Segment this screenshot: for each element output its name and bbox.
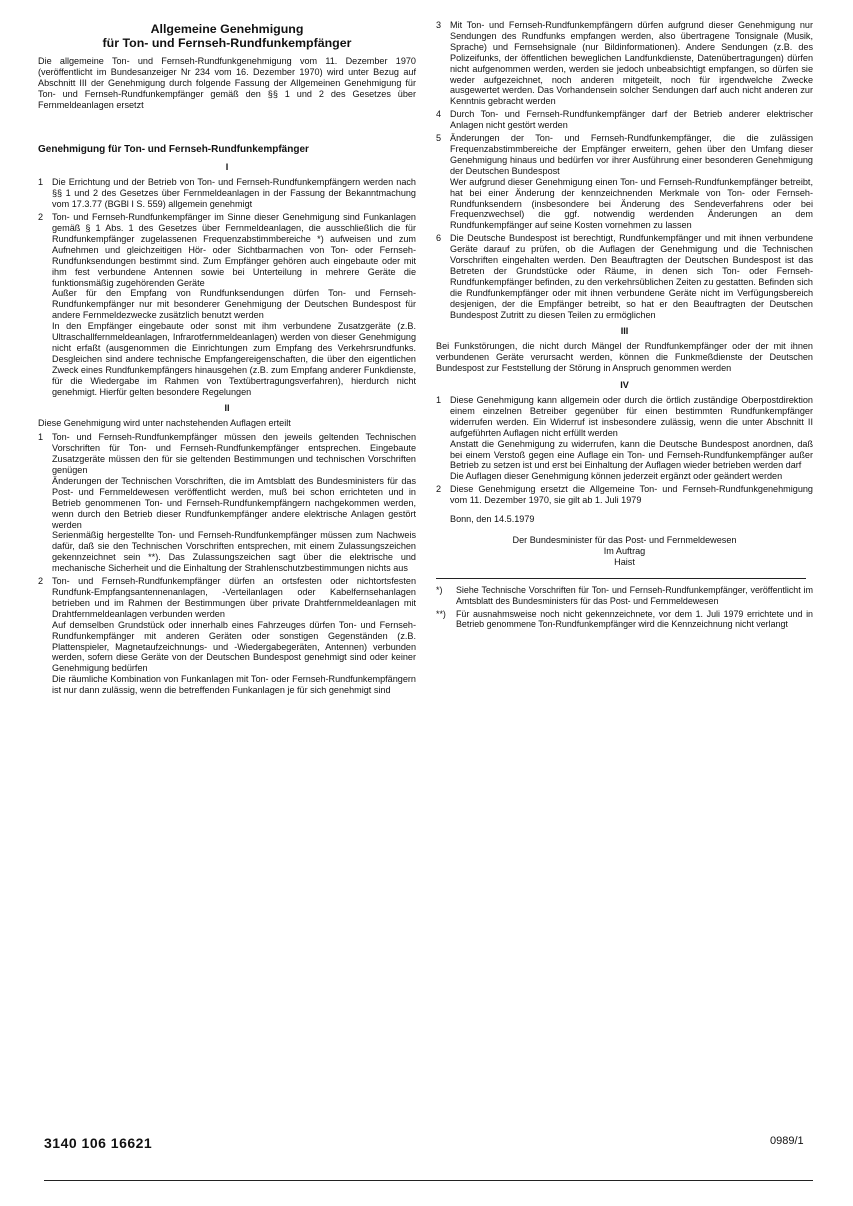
section-2-item-4: [436, 109, 813, 131]
section-3-text: Bei Funkstörungen, die nicht durch Mängel der Rundfunkempfänger oder der mit ihnen verbundenen Geräte verursacht werden, können die Funkmeßdienste der Deutschen Bundespost zur Feststellung der Störung in Anspruch genommen werden: [436, 341, 813, 374]
right-column: [436, 20, 813, 632]
footnote-mark: **): [436, 608, 446, 619]
item-paragraph: Diese Genehmigung kann allgemein oder durch die örtlich zuständige Oberpostdirektion einem einzelnen Betreiber gegenüber für einen bestimmten Rundfunkempfänger widerrufen werden. Ein Widerruf ist insbesondere zulässig, wenn die unter Abschnitt II aufgeführten Auflagen nicht erfüllt werden: [450, 395, 813, 438]
signature-line-1: Der Bundesminister für das Post- und Fernmeldewesen: [512, 534, 737, 545]
section-2-lead: Diese Genehmigung wird unter nachstehenden Auflagen erteilt: [38, 418, 291, 429]
place-date: Bonn, den 14.5.1979: [450, 514, 535, 525]
item-number: 2: [38, 576, 44, 587]
section-3-numeral: III: [620, 326, 629, 337]
item-number: 2: [436, 484, 442, 495]
section-1-numeral: I: [225, 162, 229, 173]
section-1-item-2: [38, 212, 416, 397]
title-line-1: Allgemeine Genehmigung: [150, 22, 304, 36]
item-paragraph: Außer für den Empfang von Rundfunksendungen dürfen Ton- und Fernseh-Rundfunkempfänger nur mit besonderer Genehmigung der Deutschen Bundespost für andere Fernmeldezwecke zusätzlich benutzt werden: [52, 288, 416, 321]
section-2-item-1: [38, 432, 416, 574]
item-number: 3: [436, 20, 442, 30]
footnote-1: [436, 585, 813, 607]
item-paragraph: Änderungen der Technischen Vorschriften, die im Amtsblatt des Bundesministers für das Post- und Fernmeldewesen veröffentlicht werden, muß bei schon errichteten und in Betrieb genommenen Ton- und Fernseh-Rundfunkempfängern nachgekommen werden, wenn durch den Betrieb dieser Rundfunkempfänger andere elektrische Anlagen gestört werden: [52, 475, 416, 530]
item-paragraph: Mit Ton- und Fernseh-Rundfunkempfängern dürfen aufgrund dieser Genehmigung nur Sendungen des Rundfunks empfangen werden, also übertragene Tonsignale (Musik, Sprache) und Fernsehsignale (nur Bildinformationen). Andere Sendungen (z.B. des Polizeifunks, der öffentlichen beweglichen Landfunkdienste, Datenübertragungen) dürfen nicht aufgenommen werden, werden sie jedoch unbeabsichtigt empfangen, so dürfen sie weder aufgezeichnet, noch anderen mitgeteilt, noch für irgendwelche Zwecke ausgewertet werden. Das Vorhandensein solcher Sendungen darf auch nicht anderen zur Kenntnis gebracht werden: [450, 20, 813, 107]
section-2-item-2: [38, 576, 416, 696]
section-2-item-3: [436, 20, 813, 107]
item-paragraph: Anstatt die Genehmigung zu widerrufen, kann die Deutsche Bundespost anordnen, daß bei einem Verstoß gegen eine Auflage ein Ton- und Fernseh-Rundfunkempfänger außer Betrieb zu setzen ist und erst bei Einhaltung der Auflagen wieder betrieben werden darf: [450, 438, 813, 471]
footnote-2: [436, 609, 813, 631]
document-title: [38, 22, 416, 50]
item-number: 1: [38, 432, 44, 443]
item-paragraph: Die Errichtung und der Betrieb von Ton- und Fernseh-Rundfunkempfängern werden nach §§ 1 und 2 des Gesetzes über Fernmeldeanlagen in der Fassung der Bekanntmachung vom 17.3.77 (BGBl I S. 559) allgemein genehmigt: [52, 177, 416, 210]
item-paragraph: Die räumliche Kombination von Funkanlagen mit Ton- oder Fernseh-Rundfunkempfängern ist nur dann zulässig, wenn die betreffenden Funkanlagen je für sich genehmigt sind: [52, 674, 416, 696]
section-4-item-2: [436, 484, 813, 506]
footnote-divider: [436, 578, 806, 579]
intro-paragraph: Die allgemeine Ton- und Fernseh-Rundfunkgenehmigung vom 11. Dezember 1970 (veröffentlicht im Bundesanzeiger Nr 234 vom 16. Dezember 1970) wird unter Bezug auf Abschnitt III der Genehmigung durch folgende Fassung der Allgemeinen Genehmigung für Ton- und Fernseh-Rundfunkempfänger gemäß den §§ 1 und 2 des Gesetzes über Fernmeldeanlagen ersetzt: [38, 56, 416, 110]
document-reference: 0989/1: [770, 1135, 804, 1147]
item-number: 6: [436, 233, 442, 244]
footnote-text: Für ausnahmsweise noch nicht gekennzeichnete, vor dem 1. Juli 1979 errichtete und in Betrieb genommene Ton-Rundfunkempfänger wird die Kennzeichnung nicht verlangt: [456, 608, 813, 630]
item-number: 1: [436, 395, 442, 405]
item-paragraph: Diese Genehmigung ersetzt die Allgemeine Ton- und Fernseh-Rundfunkgenehmigung vom 11. Dezember 1970, sie gilt ab 1. Juli 1979: [450, 484, 813, 506]
item-paragraph: Die Deutsche Bundespost ist berechtigt, Rundfunkempfänger und mit ihnen verbundene Geräte darauf zu prüfen, ob die Auflagen der Genehmigung und die Technischen Vorschriften eingehalten werden. Den Beauftragten der Deutschen Bundespost ist das Betreten der Grundstücke oder Räume, in denen sich Ton- oder Fernseh-Rundfunkempfänger befinden, zu den verkehrsüblichen Zeiten zu gestatten. Befinden sich die Rundfunkempfänger oder mit ihnen verbundene Geräte nicht im Verfügungsbereich desjenigen, der die Empfänger betreibt, so hat er den Beauftragten der Deutschen Bundespost Zutritt zu diesen Teilen zu ermöglichen: [450, 233, 813, 320]
bottom-rule: [44, 1180, 813, 1181]
title-line-2: für Ton- und Fernseh-Rundfunkempfänger: [102, 36, 352, 50]
item-paragraph: In den Empfänger eingebaute oder sonst mit ihm verbundene Zusatzgeräte (z.B. Ultraschallfernmeldeanlagen, Infrarotfernmeldeanlagen) werden von dieser Genehmigung nicht erfaßt (ausgenommen die Einrichtungen zum Empfang des Verkehrsrundfunks. Desgleichen sind andere technische Empfangereigenschaften, die über den eigentlichen Zweck eines Rundfunkempfängers hinausgehen (z.B. zum Empfang anderer Funkdienste, für die Wiedergabe im Rahmen von Textübertragungsverfahren), hierdurch nicht genehmigt. Hierfür gelten besondere Regelungen: [52, 321, 416, 397]
item-paragraph: Serienmäßig hergestellte Ton- und Fernseh-Rundfunkempfänger müssen zum Nachweis dafür, daß sie den Technischen Vorschriften entsprechen, mit einem Zulassungszeichen gekennzeichnet sein **). Das Zulassungszeichen sagt über die elektrische und mechanische Sicherheit und die Einhaltung der Strahlenschutzbestimmungen nichts aus: [52, 530, 416, 574]
footnote-mark: *): [436, 584, 443, 595]
item-paragraph: Durch Ton- und Fernseh-Rundfunkempfänger darf der Betrieb anderer elektrischer Anlagen nicht gestört werden: [450, 109, 813, 131]
section-4-item-1: [436, 395, 813, 482]
footnote-text: Siehe Technische Vorschriften für Ton- und Fernseh-Rundfunkempfänger, veröffentlicht im Amtsblatt des Bundesministers für das Post- und Fernmeldewesen: [456, 584, 813, 606]
section-2-item-6: [436, 233, 813, 320]
item-paragraph: Die Auflagen dieser Genehmigung können jederzeit ergänzt oder geändert werden: [450, 471, 783, 482]
section-1-item-1: [38, 177, 416, 210]
item-number: 1: [38, 177, 44, 188]
item-paragraph: Änderungen der Ton- und Fernseh-Rundfunkempfänger, die die zulässigen Frequenzabstimmbereiche der Empfänger erweitern, gehen über den Umfang dieser Genehmigung hinaus und bedürfen vor ihrer Ausführung einer besonderen Genehmigung der Deutschen Bundespost: [450, 133, 813, 176]
item-paragraph: Wer aufgrund dieser Genehmigung einen Ton- und Fernseh-Rundfunkempfänger betreibt, hat bei einer Änderung der kennzeichnenden Merkmale von Ton- oder Fernseh-Rundfunksendern (insbesondere bei Änderung des Sendeverfahrens oder bei Frequenzwechsel) die ggf. notwendig werdenden Änderungen an dem Rundfunkempfänger auf seine Kosten vornehmen zu lassen: [450, 176, 813, 231]
item-number: 4: [436, 109, 442, 120]
section-2-numeral: II: [224, 403, 230, 414]
item-number: 2: [38, 212, 44, 223]
section-heading: Genehmigung für Ton- und Fernseh-Rundfunkempfänger: [38, 143, 309, 155]
item-paragraph: Ton- und Fernseh-Rundfunkempfänger müssen den jeweils geltenden Technischen Vorschriften für Ton- und Fernseh-Rundfunkempfänger entsprechen. Eingebaute Zusatzgeräte müssen den für sie geltenden Bestimmungen und technischen Vorschriften genügen: [52, 432, 416, 475]
signature-line-2: Im Auftrag: [603, 545, 646, 556]
section-4-numeral: IV: [620, 380, 629, 391]
section-2-item-5: [436, 133, 813, 231]
document-number: 3140 106 16621: [44, 1135, 153, 1151]
item-number: 5: [436, 133, 442, 144]
item-paragraph: Ton- und Fernseh-Rundfunkempfänger dürfen an ortsfesten oder nichtortsfesten Rundfunk-Empfangsantennenanlagen, -Verteilanlagen oder Kabelfernsehanlagen betrieben und im Rahmen der Bestimmungen über private Drahtfernmeldeanlagen mit Drahtfernmeldeanlagen verbunden werden: [52, 576, 416, 619]
item-paragraph: Auf demselben Grundstück oder innerhalb eines Fahrzeuges dürfen Ton- und Fernseh-Rundfunkempfänger mit anderen Geräten oder sonstigen Gegenständen (z.B. Plattenspieler, Magnetaufzeichnungs- und -Wiedergabegeräten, Antennen) verbunden werden, sofern diese Geräte von der Deutschen Bundespost genehmigt sind oder keiner Genehmigung bedürfen: [52, 619, 416, 674]
signature-line-3: Haist: [614, 556, 635, 567]
left-column: [38, 20, 416, 698]
item-paragraph: Ton- und Fernseh-Rundfunkempfänger im Sinne dieser Genehmigung sind Funkanlagen gemäß § 1 Abs. 1 des Gesetzes über Fernmeldeanlagen, die ausschließlich die für Rundfunkempfänger zugelassenen Frequenzabstimmbereiche *) aufweisen und zum Aufnehmen und gleichzeitigen Hör- oder Sichtbarmachen von Ton- oder Fernseh-Rundfunksendungen bestimmt sind. Zum Empfänger gehören auch eingebaute oder mit ihm fest verbundene Antennen sowie bei Unterteilung in mehrere Geräte die funktionsmäßig zugehörenden Geräte: [52, 212, 416, 288]
signature-block: [436, 535, 813, 568]
